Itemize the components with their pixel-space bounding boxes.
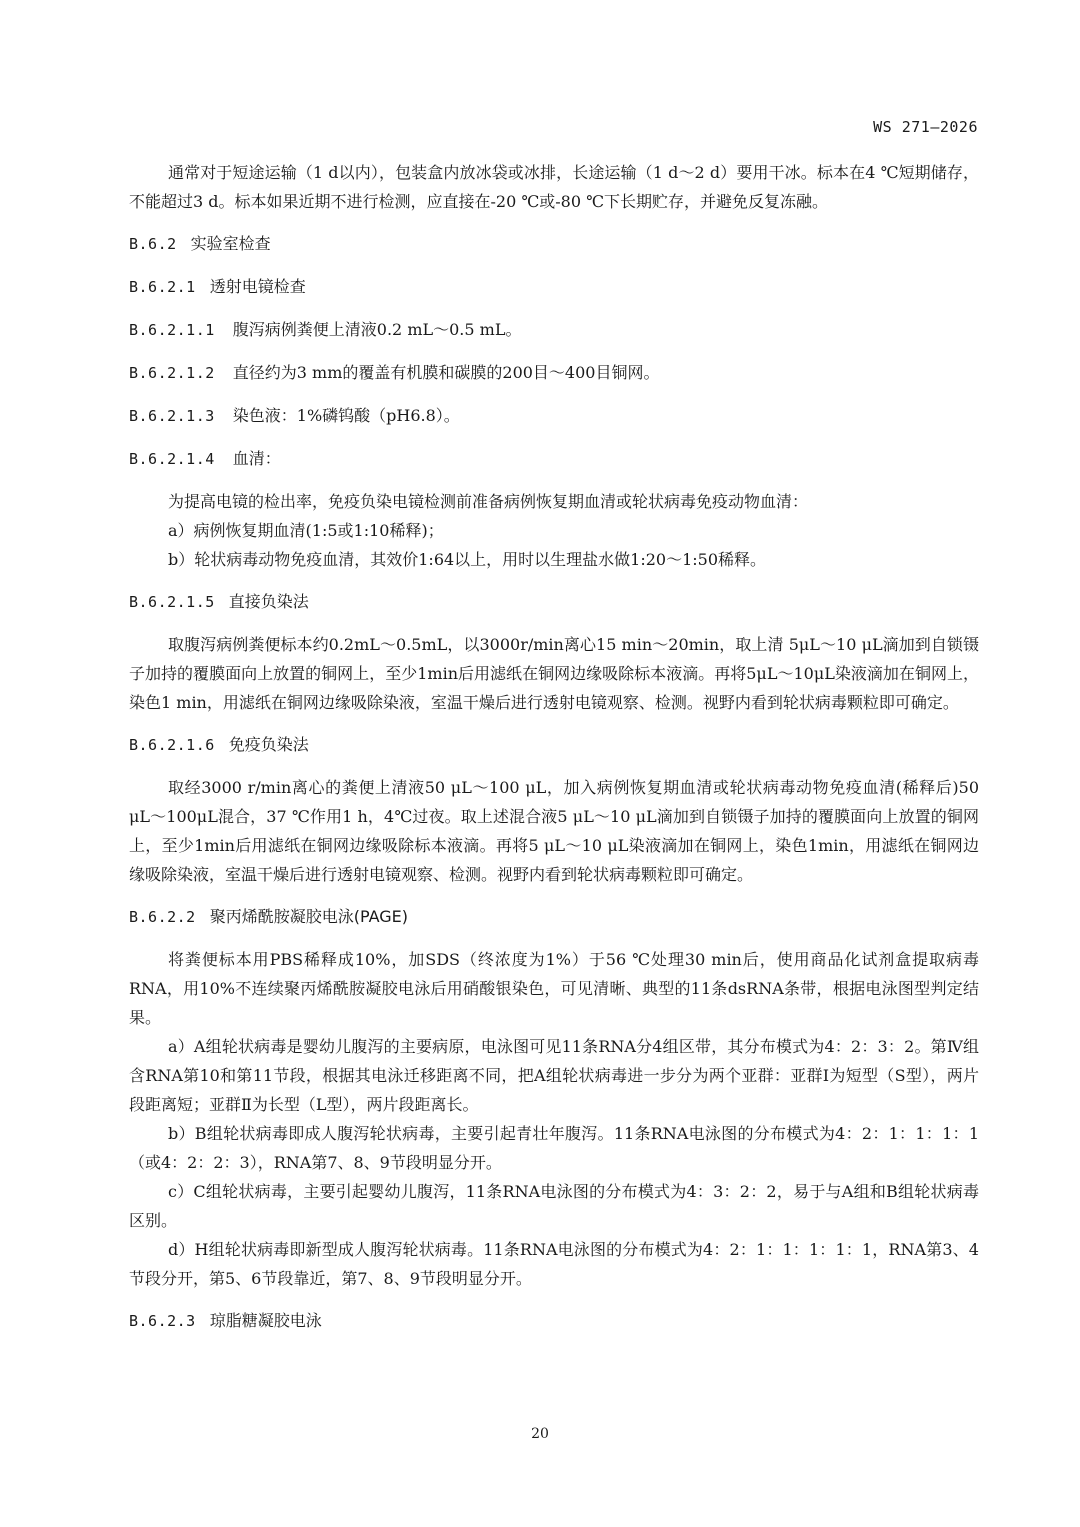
paragraph-group-a: a）A组轮状病毒是婴幼儿腹泻的主要病原，电泳图可见11条RNA分4组区带，其分布模式为4：2：3：2。第Ⅳ组含RNA第10和第11节段，根据其电泳迁移距离不同，把A组轮状病毒进一步分为两个亚群：亚群Ⅰ为短型（S型），两片段距离短；亚群Ⅱ为长型（L型），两片段距离长。 (129, 1037, 979, 1114)
clause-number: B.6.2.1.2 (129, 364, 215, 382)
paragraph-group-b: b）B组轮状病毒即成人腹泻轮状病毒，主要引起青壮年腹泻。11条RNA电泳图的分布模式为4：2：1：1：1：1（或4：2：2：3），RNA第7、8、9节段明显分开。 (129, 1124, 979, 1172)
paragraph-serum: 为提高电镜的检出率，免疫负染电镜检测前准备病例恢复期血清或轮状病毒免疫动物血清： (168, 492, 809, 511)
section-number: B.6.2.1.5 (129, 593, 215, 611)
clause-number: B.6.2.1.4 (129, 450, 215, 468)
paragraph-page: 将粪便标本用PBS稀释成10%，加SDS（终浓度为1%）于56 ℃处理30 min后，使用商品化试剂盒提取病毒RNA，用10%不连续聚丙烯酰胺凝胶电泳后用硝酸银染色，可见清晰、典型的11条dsRNA条带，根据电泳图型判定结果。 (129, 950, 979, 1027)
section-number: B.6.2.1.6 (129, 736, 215, 754)
section-title: 琼脂糖凝胶电泳 (209, 1311, 322, 1330)
paragraph-group-c: c）C组轮状病毒，主要引起婴幼儿腹泻，11条RNA电泳图的分布模式为4：3：2：2，易于与A组和B组轮状病毒区别。 (129, 1182, 979, 1230)
clause-text: 染色液：1%磷钨酸（pH6.8）。 (232, 406, 460, 425)
page-number: 20 (531, 1426, 549, 1442)
paragraph-group-h: d）H组轮状病毒即新型成人腹泻轮状病毒。11条RNA电泳图的分布模式为4：2：1：1：1：1：1，RNA第3、4节段分开，第5、6节段靠近，第7、8、9节段明显分开。 (129, 1240, 979, 1288)
paragraph-direct-staining: 取腹泻病例粪便标本约0.2mL～0.5mL，以3000r/min离心15 min～20min，取上清 5μL～10 μL滴加到自锁镊子加持的覆膜面向上放置的铜网上，至少1min后用滤纸在铜网边缘吸除标本液滴。再将5μL～10μL染液滴加在铜网上，染色1 min，用滤纸在铜网边缘吸除染液，室温干燥后进行透射电镜观察、检测。视野内看到轮状病毒颗粒即可确定。 (129, 635, 979, 712)
document-body (129, 158, 979, 1349)
section-heading (129, 902, 979, 932)
section-number: B.6.2 (129, 235, 177, 253)
clause-text: 血清： (232, 449, 281, 468)
section-title: 免疫负染法 (228, 735, 309, 754)
document-code: WS 271—2026 (873, 118, 978, 136)
clause-heading (129, 358, 979, 388)
clause-heading (129, 444, 979, 474)
section-heading (129, 587, 979, 617)
section-number: B.6.2.1 (129, 278, 196, 296)
section-number: B.6.2.3 (129, 1312, 196, 1330)
paragraph-immune-staining: 取经3000 r/min离心的粪便上清液50 μL～100 μL，加入病例恢复期血清或轮状病毒动物免疫血清(稀释后)50 μL～100μL混合，37 ℃作用1 h，4℃过夜。取上述混合液5 μL～10 μL滴加到自锁镊子加持的覆膜面向上放置的铜网上，至少1min后用滤纸在铜网边缘吸除标本液滴。再将5 μL～10 μL染液滴加在铜网上，染色1min，用滤纸在铜网边缘吸除染液，室温干燥后进行透射电镜观察、检测。视野内看到轮状病毒颗粒即可确定。 (129, 778, 979, 884)
clause-text: 腹泻病例粪便上清液0.2 mL～0.5 mL。 (232, 320, 522, 339)
section-heading (129, 730, 979, 760)
section-title: 聚丙烯酰胺凝胶电泳(PAGE) (209, 907, 409, 926)
section-title: 直接负染法 (228, 592, 309, 611)
section-heading (129, 1306, 979, 1336)
clause-heading (129, 315, 979, 345)
section-heading (129, 229, 979, 259)
clause-number: B.6.2.1.3 (129, 407, 215, 425)
paragraph-transport: 通常对于短途运输（1 d以内），包装盒内放冰袋或冰排，长途运输（1 d～2 d）要用干冰。标本在4 ℃短期储存，不能超过3 d。标本如果近期不进行检测，应直接在-20 ℃或-80 ℃下长期贮存，并避免反复冻融。 (129, 163, 979, 211)
clause-heading (129, 401, 979, 431)
section-title: 透射电镜检查 (209, 277, 306, 296)
section-heading (129, 272, 979, 302)
section-number: B.6.2.2 (129, 908, 196, 926)
clause-number: B.6.2.1.1 (129, 321, 215, 339)
list-item: b）轮状病毒动物免疫血清，其效价1:64以上，用时以生理盐水做1:20～1:50稀释。 (168, 550, 767, 569)
section-title: 实验室检查 (190, 234, 271, 253)
clause-text: 直径约为3 mm的覆盖有机膜和碳膜的200目～400目铜网。 (232, 363, 660, 382)
list-item: a）病例恢复期血清(1:5或1:10稀释)； (168, 521, 444, 540)
